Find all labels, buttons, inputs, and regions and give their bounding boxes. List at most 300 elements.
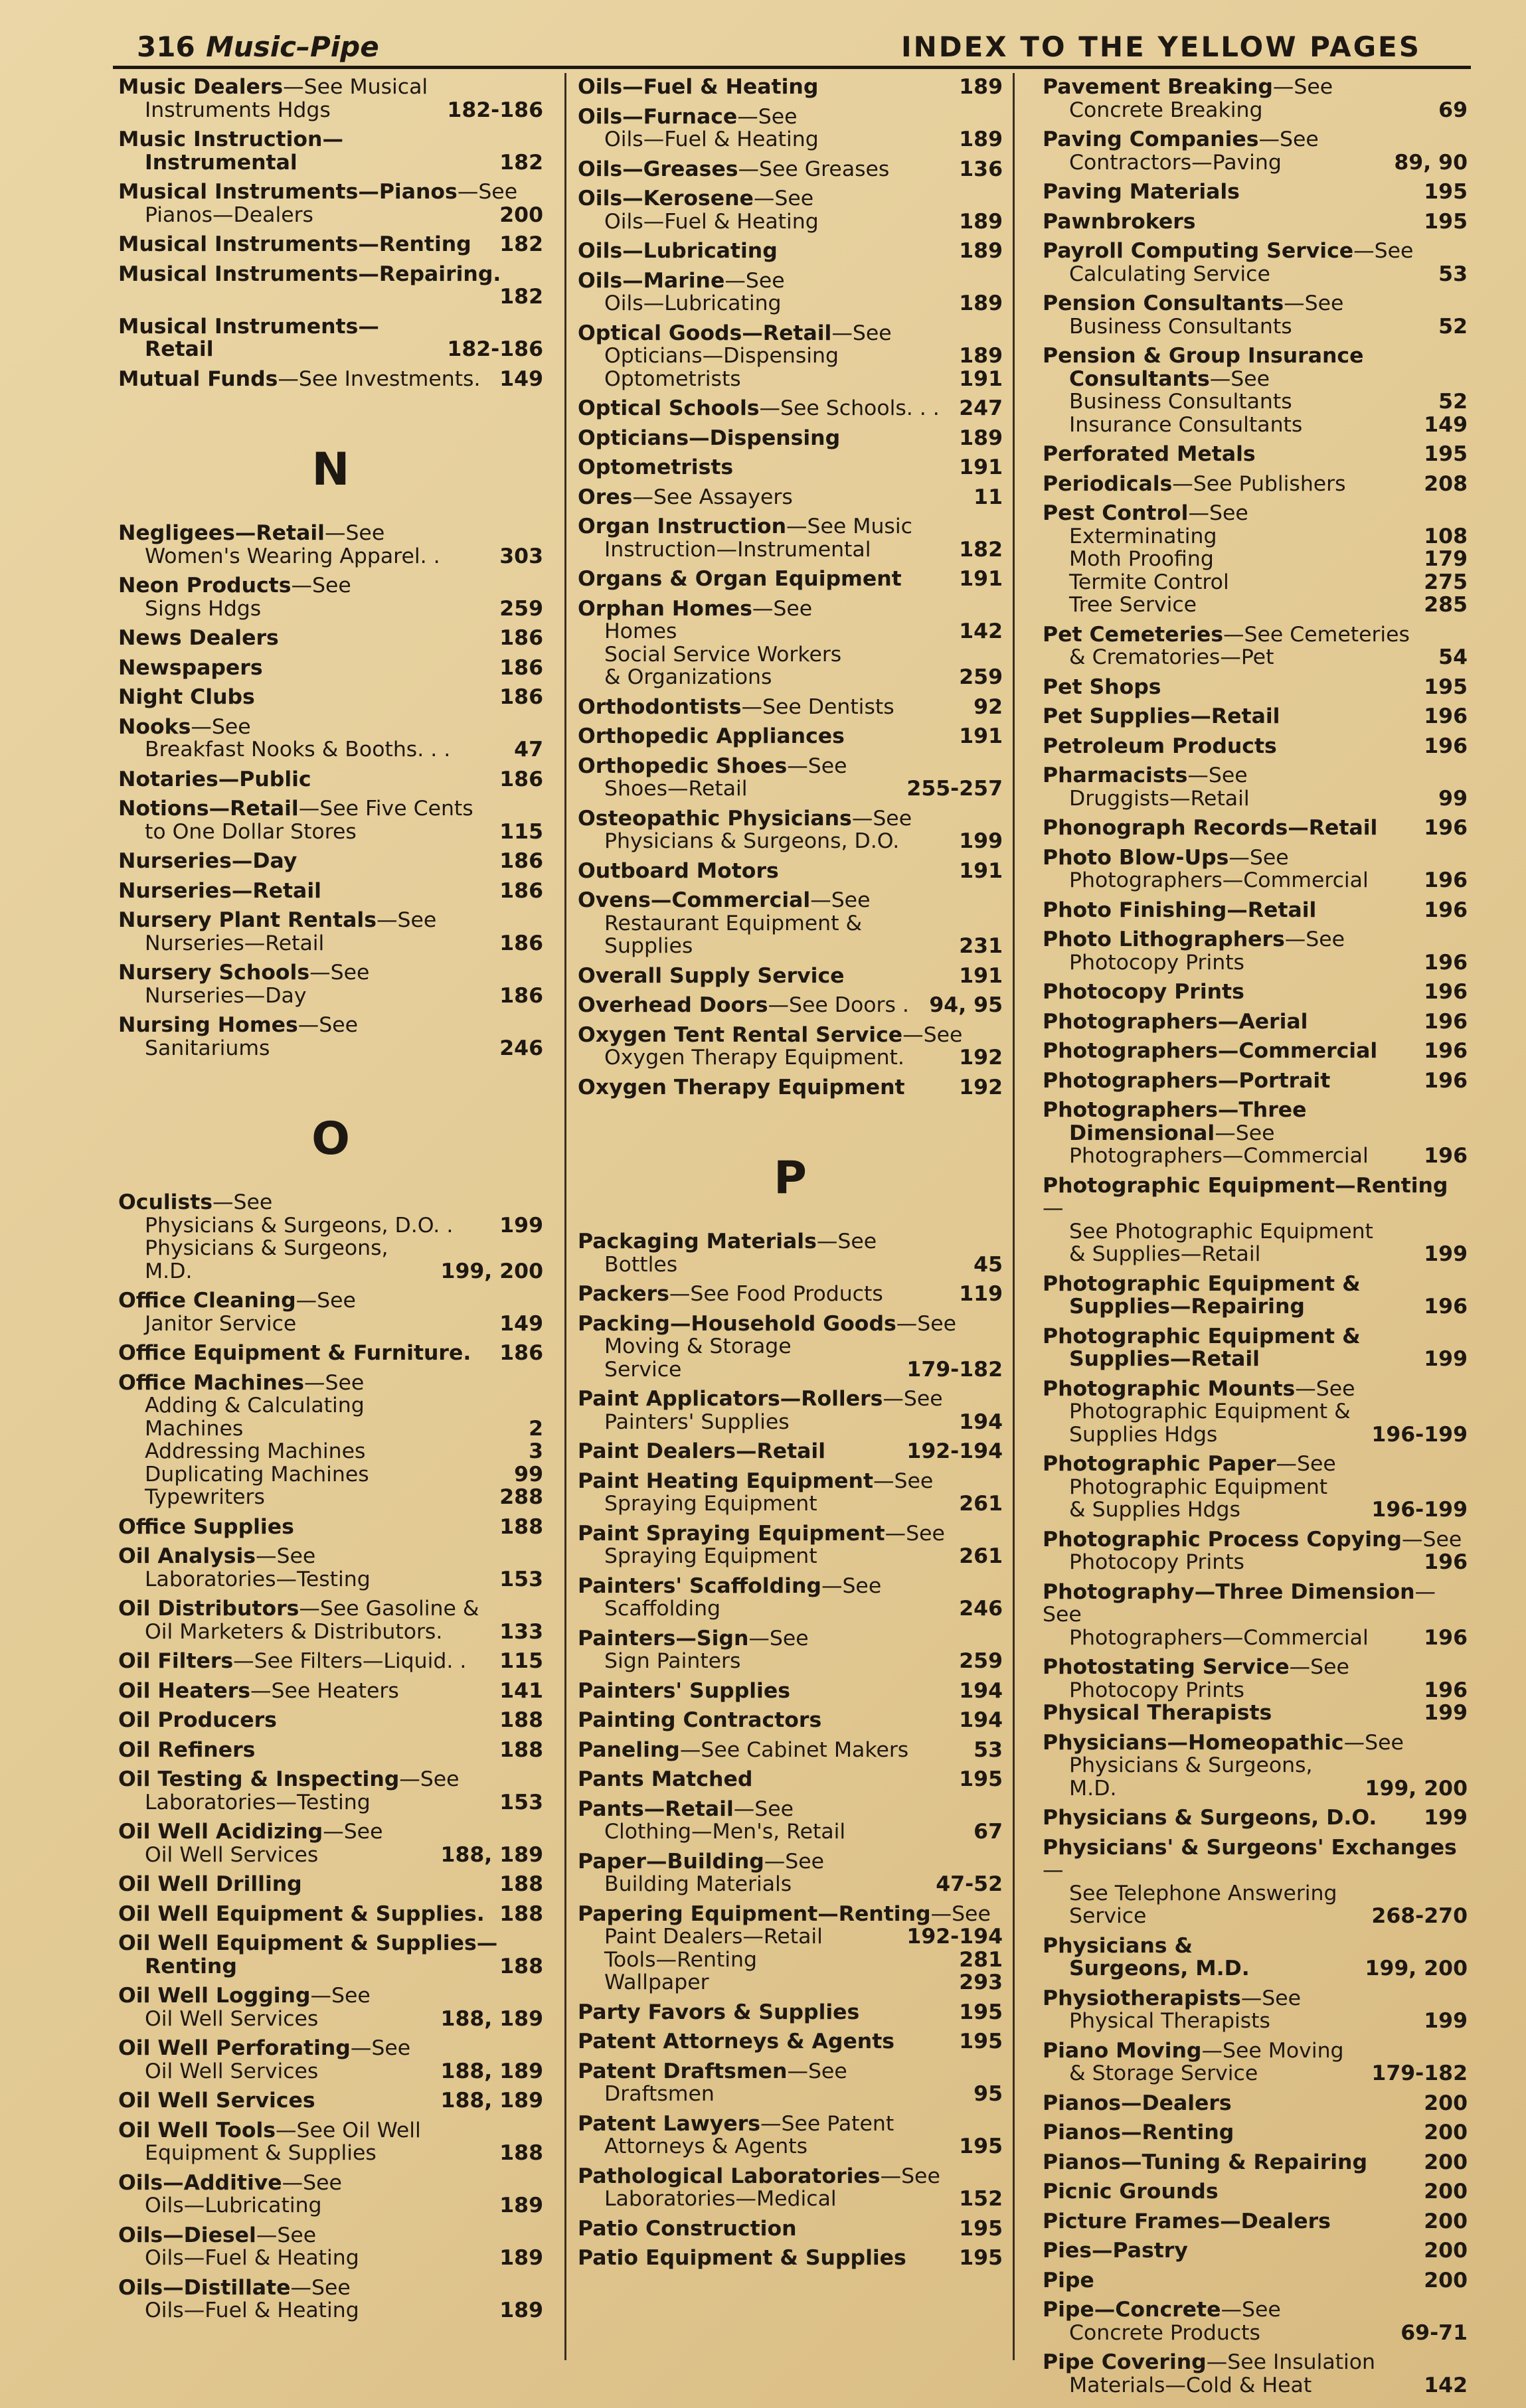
- entry-heading-line: [578, 2060, 1003, 2083]
- entry-heading-line: [578, 1470, 1003, 1493]
- see-also-line: [1043, 414, 1468, 437]
- entry-page-number: 186: [499, 685, 543, 709]
- entry-page-number: 189: [959, 344, 1003, 368]
- entry-reference: —See: [1209, 366, 1270, 391]
- index-entry: [578, 1739, 1003, 1762]
- entry-heading-line: [118, 368, 543, 391]
- entry-reference: —See: [810, 888, 871, 912]
- entry-heading-line: [118, 233, 543, 256]
- index-entry: [578, 240, 1003, 263]
- see-also-text: & Crematories—Pet: [1069, 645, 1274, 669]
- index-entry: [118, 2224, 543, 2270]
- entry-heading-line: [1043, 1099, 1468, 1122]
- entry-heading-line: [118, 909, 543, 932]
- entry-heading: Oil Well Logging: [118, 1984, 311, 2008]
- see-also-line: [118, 821, 543, 844]
- entry-heading: Pipe—Concrete: [1043, 2298, 1221, 2322]
- see-also-line: [118, 1568, 543, 1591]
- see-also-text: Oils—Fuel & Heating: [145, 2298, 359, 2322]
- entry-heading: Orphan Homes: [578, 596, 752, 621]
- index-entry: [578, 106, 1003, 151]
- index-entry: [578, 427, 1003, 450]
- entry-page-number: 200: [499, 202, 543, 227]
- entry-heading: News Dealers: [118, 626, 279, 650]
- entry-heading: Oil Well Perforating: [118, 2036, 351, 2060]
- index-entry: [1043, 817, 1468, 840]
- entry-reference: —See: [816, 1230, 877, 1253]
- entry-page-number: 200: [1424, 2180, 1468, 2204]
- entry-heading: Packaging Materials: [578, 1230, 817, 1253]
- see-also-line: [578, 292, 1003, 315]
- index-entry: [1043, 345, 1468, 436]
- entry-heading-line: [118, 686, 543, 709]
- entry-heading-line: [578, 397, 1003, 420]
- see-also-line: [1043, 1423, 1468, 1447]
- entry-heading-line: [118, 1903, 543, 1926]
- entry-heading-line: [578, 1739, 1003, 1762]
- entry-heading: Pianos—Dealers: [1043, 2091, 1232, 2115]
- entry-heading: Orthodontists: [578, 694, 742, 719]
- index-entry: [578, 807, 1003, 853]
- entry-heading-line: [578, 696, 1003, 719]
- entry-reference: —See Music: [786, 515, 912, 538]
- see-also-text: Restaurant Equipment &: [604, 911, 863, 935]
- see-also-line: [118, 2247, 543, 2270]
- see-also-line: [1043, 787, 1468, 811]
- entry-reference: —See Musical: [283, 75, 428, 99]
- index-entry: [578, 397, 1003, 420]
- entry-heading-line: [118, 2037, 543, 2060]
- entry-heading-line: [1043, 899, 1468, 922]
- index-entry: [1043, 2239, 1468, 2263]
- entry-page-number: 188: [499, 2141, 543, 2165]
- entry-heading-line: [578, 860, 1003, 883]
- entry-heading: Nursery Schools: [118, 961, 310, 985]
- see-also-line: [118, 2194, 543, 2217]
- see-also-text: to One Dollar Stores: [145, 819, 357, 844]
- entry-heading: Patent Lawyers: [578, 2111, 760, 2136]
- entry-heading-line: [578, 1850, 1003, 1874]
- entry-heading-continued: Dimensional: [1069, 1121, 1215, 1145]
- entry-page-number: 108: [1424, 524, 1468, 548]
- see-also-line: [118, 1417, 543, 1441]
- entry-heading-line: [578, 568, 1003, 591]
- entry-heading: Physical Therapists: [1043, 1701, 1272, 1725]
- index-entry: [578, 456, 1003, 479]
- entry-heading: Photographic Equipment &: [1043, 1324, 1361, 1348]
- index-entry: [578, 2030, 1003, 2053]
- entry-reference: —See: [1187, 763, 1248, 787]
- entry-page-number: 153: [499, 1567, 543, 1591]
- entry-page-number: 196: [1424, 950, 1468, 975]
- index-entry: [118, 1191, 543, 1283]
- index-entry: [1043, 2040, 1468, 2085]
- index-entry: [118, 850, 543, 873]
- entry-heading-continued: Supplies—Retail: [1069, 1347, 1260, 1371]
- index-entry: [118, 2037, 543, 2083]
- index-entry: [1043, 1656, 1468, 1702]
- entry-reference: —See: [880, 2164, 940, 2188]
- entry-reference: —See: [310, 1984, 371, 2008]
- index-entry: [578, 1522, 1003, 1568]
- see-also-text: Contractors—Paving: [1069, 150, 1282, 175]
- entry-page-number: 196: [1424, 734, 1468, 758]
- entry-page-number: 2: [529, 1416, 543, 1441]
- entry-page-number: 149: [499, 366, 543, 391]
- index-entry: [118, 263, 543, 309]
- see-also-text: Photocopy Prints: [1069, 1550, 1244, 1574]
- entry-heading: Piano Moving: [1043, 2038, 1202, 2063]
- entry-heading-line: [118, 850, 543, 873]
- entry-heading-line: [578, 1313, 1003, 1336]
- see-also-line: [578, 210, 1003, 234]
- index-entry: [578, 889, 1003, 958]
- index-entry: [1043, 240, 1468, 285]
- entry-page-number: 188: [499, 1514, 543, 1539]
- index-entry: [118, 233, 543, 256]
- index-entry: [578, 696, 1003, 719]
- entry-heading: Photostating Service: [1043, 1655, 1290, 1679]
- index-entry: [1043, 1806, 1468, 1830]
- entry-page-number: 208: [1424, 471, 1468, 496]
- entry-reference: —See Greases: [738, 157, 890, 181]
- entry-heading: Notions—Retail: [118, 797, 299, 821]
- see-also-text: Laboratories—Medical: [604, 2187, 837, 2211]
- index-entry: [118, 1289, 543, 1335]
- see-also-text: Materials—Cold & Heat: [1069, 2373, 1312, 2397]
- entry-page-number: 199: [1424, 1242, 1468, 1266]
- entry-reference: —See: [1353, 239, 1414, 263]
- see-also-line: [578, 1046, 1003, 1070]
- entry-page-number: 192: [959, 1046, 1003, 1070]
- see-also-text: Laboratories—Testing: [145, 1790, 371, 1814]
- entry-reference: —See Filters—Liquid. .: [233, 1649, 467, 1673]
- see-also-line: [578, 368, 1003, 391]
- entry-page-number: 247: [959, 396, 1003, 420]
- entry-heading: Organ Instruction: [578, 515, 787, 538]
- see-also-line: [578, 1820, 1003, 1844]
- entry-page-number: 231: [959, 934, 1003, 958]
- entry-page-number: 196: [1424, 1068, 1468, 1093]
- entry-page-number: 275: [1424, 570, 1468, 594]
- index-entry: [118, 1372, 543, 1509]
- entry-page-number: 200: [1424, 2091, 1468, 2115]
- see-also-text: Concrete Products: [1069, 2320, 1260, 2345]
- entry-page-number: 195: [959, 1767, 1003, 1791]
- index-entry: [118, 627, 543, 650]
- entry-heading: Pianos—Tuning & Repairing: [1043, 2150, 1368, 2174]
- entry-heading: Patent Draftsmen: [578, 2059, 788, 2083]
- see-also-text: Photographers—Commercial: [1069, 1144, 1369, 1168]
- entry-heading: Pathological Laboratories: [578, 2164, 881, 2188]
- see-also-line: [1043, 869, 1468, 892]
- index-entry: [1043, 2269, 1468, 2292]
- entry-page-number: 288: [499, 1485, 543, 1509]
- entry-heading-line: [1043, 210, 1468, 234]
- entry-page-number: 246: [499, 1036, 543, 1060]
- entry-reference: —See: [1284, 927, 1345, 951]
- entry-heading-line: [578, 1680, 1003, 1703]
- index-entry: [118, 797, 543, 843]
- index-entry: [118, 909, 543, 955]
- entry-page-number: 189: [959, 239, 1003, 263]
- see-also-text: Pianos—Dealers: [145, 202, 313, 227]
- see-also-text: M.D.: [145, 1259, 193, 1283]
- section-letter: O: [311, 1113, 350, 1165]
- entry-heading-line: [118, 1516, 543, 1539]
- entry-page-number: 67: [974, 1820, 1003, 1844]
- entry-heading: Oil Well Acidizing: [118, 1820, 323, 1844]
- entry-heading: Ovens—Commercial: [578, 888, 811, 912]
- index-entry: [578, 76, 1003, 99]
- entry-page-number: 54: [1438, 645, 1468, 669]
- see-also-line: [578, 1358, 1003, 1382]
- entry-heading-line: [578, 755, 1003, 778]
- entry-heading: Painters—Sign: [578, 1626, 749, 1650]
- entry-page-number: 191: [959, 455, 1003, 479]
- entry-page-number: 186: [499, 878, 543, 903]
- entry-page-number: 188: [499, 1737, 543, 1762]
- see-also-text: Sanitariums: [145, 1036, 270, 1060]
- entry-heading: Office Equipment & Furniture.: [118, 1341, 471, 1365]
- see-also-line: [578, 1949, 1003, 1972]
- entry-heading-line: [578, 76, 1003, 99]
- entry-heading-line: [118, 1680, 543, 1703]
- entry-page-number: 188, 189: [440, 1842, 543, 1867]
- entry-heading: Pet Cemeteries: [1043, 622, 1224, 647]
- entry-reference: —See Food Products: [669, 1282, 883, 1306]
- entry-heading-line: [578, 1798, 1003, 1821]
- see-also-text: Paint Dealers—Retail: [604, 1925, 823, 1949]
- entry-heading: Perforated Metals: [1043, 442, 1256, 466]
- entry-page-number: 196: [1424, 868, 1468, 892]
- see-also-text: Oils—Fuel & Heating: [145, 2246, 359, 2270]
- entry-heading-line: [118, 768, 543, 791]
- entry-heading: Oils—Furnace: [578, 104, 738, 129]
- entry-page-number: 196: [1424, 704, 1468, 728]
- entry-heading-line: [578, 1522, 1003, 1546]
- index-entry: [118, 1873, 543, 1896]
- index-entry: [1043, 502, 1468, 617]
- entry-heading: Pants—Retail: [578, 1797, 734, 1821]
- page-range-guide: Music–Pipe: [206, 31, 379, 63]
- see-also-text: Instruments Hdgs: [145, 98, 331, 122]
- index-entry: [1043, 2180, 1468, 2204]
- entry-heading: Paneling: [578, 1737, 680, 1762]
- see-also-text: Women's Wearing Apparel. .: [145, 544, 440, 568]
- see-also-text: Attorneys & Agents: [604, 2134, 808, 2158]
- entry-page-number: 179-182: [1371, 2061, 1468, 2085]
- entry-heading: Oil Well Drilling: [118, 1872, 302, 1896]
- entry-heading: Oils—Additive: [118, 2170, 282, 2195]
- entry-heading: Opticians—Dispensing: [578, 426, 841, 450]
- entry-heading-line: [1043, 502, 1468, 525]
- entry-reference: —See: [821, 1573, 882, 1598]
- entry-heading: Night Clubs: [118, 685, 255, 709]
- entry-heading-line: [1043, 1581, 1468, 1627]
- entry-heading-line: [1043, 240, 1468, 263]
- entry-reference: —See: [883, 1387, 943, 1411]
- see-also-line: [1043, 1777, 1468, 1801]
- entry-reference: —See: [1272, 75, 1333, 99]
- entry-heading: Packers: [578, 1282, 669, 1306]
- entry-reference: —See: [1284, 291, 1344, 315]
- see-also-line: [578, 1411, 1003, 1434]
- see-also-line: [578, 345, 1003, 368]
- entry-heading: Picnic Grounds: [1043, 2180, 1219, 2204]
- entry-heading: Oil Heaters: [118, 1678, 251, 1703]
- index-entry: [1043, 928, 1468, 974]
- entry-heading-line: [578, 1076, 1003, 1099]
- entry-heading: Oil Well Equipment & Supplies—: [118, 1931, 498, 1955]
- entry-heading: Musical Instruments—Repairing.: [118, 262, 501, 286]
- entry-heading: Photo Lithographers: [1043, 927, 1285, 951]
- index-entry: [1043, 210, 1468, 234]
- entry-page-number: 189: [499, 2246, 543, 2270]
- entry-heading-line: [1043, 1987, 1468, 2010]
- entry-heading: Petroleum Products: [1043, 734, 1277, 758]
- entry-heading: Oils—Diesel: [118, 2223, 256, 2247]
- see-also-text: See Telephone Answering: [1069, 1881, 1337, 1905]
- entry-heading: Physiotherapists: [1043, 1986, 1241, 2010]
- entry-page-number: 196: [1424, 1678, 1468, 1702]
- index-entry: [578, 1440, 1003, 1463]
- entry-heading: Negligees—Retail: [118, 521, 325, 545]
- see-also-line: [578, 830, 1003, 853]
- entry-page-number: 186: [499, 767, 543, 791]
- see-also-text: Draftsmen: [604, 2082, 715, 2106]
- see-also-line: [1043, 1905, 1468, 1928]
- see-also-line: [578, 1545, 1003, 1568]
- entry-heading: Photographic Process Copying: [1043, 1527, 1402, 1552]
- entry-heading-line: [1043, 705, 1468, 728]
- entry-page-number: 194: [959, 1678, 1003, 1703]
- see-also-text: Oils—Fuel & Heating: [604, 209, 819, 234]
- entry-heading: Music Dealers: [118, 75, 284, 99]
- index-column-3: [1043, 69, 1468, 2397]
- entry-heading-line: [118, 1289, 543, 1313]
- entry-heading-line: [1043, 1836, 1468, 1882]
- see-also-line: [1043, 548, 1468, 571]
- entry-heading: Pharmacists: [1043, 763, 1188, 787]
- entry-page-number: 192-194: [906, 1439, 1003, 1463]
- see-also-text: Spraying Equipment: [604, 1544, 817, 1568]
- index-entry: [118, 1014, 543, 1060]
- index-entry: [578, 1230, 1003, 1276]
- see-also-line: [578, 1971, 1003, 1994]
- entry-reference: —See: [748, 1626, 809, 1650]
- entry-heading-line: [1043, 1731, 1468, 1755]
- entry-heading: Osteopathic Physicians: [578, 806, 852, 831]
- entry-heading-continued: Consultants: [1069, 366, 1210, 391]
- entry-page-number: 141: [499, 1678, 543, 1703]
- index-entry: [578, 1798, 1003, 1844]
- entry-heading-line: [578, 322, 1003, 345]
- index-entry: [1043, 76, 1468, 121]
- entry-page-number: 52: [1438, 390, 1468, 414]
- entry-heading-line: [578, 2030, 1003, 2053]
- entry-heading-line: [118, 574, 543, 598]
- entry-heading: Newspapers: [118, 655, 263, 680]
- entry-reference: —See: [1258, 127, 1319, 151]
- see-also-text: See Photographic Equipment: [1069, 1219, 1373, 1244]
- entry-heading-line: [118, 1650, 543, 1673]
- entry-heading: Oils—Fuel & Heating: [578, 75, 819, 99]
- entry-reference: —See: [930, 1901, 991, 1926]
- entry-heading-line: [118, 263, 543, 309]
- entry-heading-line: [578, 1230, 1003, 1253]
- entry-page-number: 192-194: [906, 1925, 1003, 1949]
- index-entry: [578, 860, 1003, 883]
- entry-heading: Overall Supply Service: [578, 963, 845, 988]
- see-also-text: Physicians & Surgeons,: [1069, 1753, 1313, 1777]
- entry-page-number: 94, 95: [929, 993, 1003, 1017]
- index-entry: [1043, 292, 1468, 338]
- see-also-line: [578, 2188, 1003, 2211]
- index-entry: [1043, 2092, 1468, 2115]
- entry-reference: —See Schools. . .: [759, 396, 940, 420]
- see-also-text: Painters' Supplies: [604, 1409, 790, 1434]
- entry-page-number: 191: [959, 858, 1003, 883]
- entry-reference: —See Heaters: [250, 1678, 399, 1703]
- see-also-line: [1043, 1476, 1468, 1499]
- entry-reference: —See: [282, 2170, 342, 2195]
- entry-page-number: 261: [959, 1492, 1003, 1516]
- index-entry: [1043, 443, 1468, 466]
- see-also-text: Supplies Hdgs: [1069, 1422, 1218, 1447]
- see-also-text: Druggists—Retail: [1069, 786, 1250, 811]
- index-entry: [578, 1850, 1003, 1896]
- see-also-text: Signs Hdgs: [145, 596, 262, 621]
- entry-heading-line: [1043, 1935, 1468, 1958]
- index-entry: [578, 1283, 1003, 1306]
- entry-heading: Photographic Equipment—Renting: [1043, 1173, 1448, 1198]
- entry-reference: —See Cemeteries: [1223, 622, 1410, 647]
- see-also-text: Instruction—Instrumental: [604, 537, 871, 562]
- entry-heading: Nooks: [118, 714, 191, 739]
- entry-heading-line: [578, 2113, 1003, 2136]
- see-also-text: & Organizations: [604, 665, 772, 689]
- entry-heading: Paper—Building: [578, 1849, 764, 1874]
- see-also-line: [578, 1650, 1003, 1673]
- entry-heading: Physicians & Surgeons, D.O.: [1043, 1806, 1377, 1830]
- see-also-text: Oils—Lubricating: [604, 291, 782, 315]
- entry-heading-line: [1043, 981, 1468, 1004]
- entry-reference: —See: [764, 1849, 825, 1874]
- entry-heading-line: [1043, 2092, 1468, 2115]
- entry-heading-line: [1043, 443, 1468, 466]
- entry-page-number: 199: [959, 829, 1003, 853]
- see-also-text: Spraying Equipment: [604, 1492, 817, 1516]
- see-also-text: Scaffolding: [604, 1597, 721, 1621]
- entry-page-number: 285: [1424, 593, 1468, 617]
- column-divider-1: [564, 73, 566, 2360]
- entry-page-number: 195: [1424, 442, 1468, 466]
- index-entry: [1043, 1273, 1468, 1319]
- entry-heading: Pies—Pastry: [1043, 2239, 1188, 2263]
- entry-heading: Paint Applicators—Rollers: [578, 1387, 883, 1411]
- see-also-line: [1043, 99, 1468, 122]
- entry-heading: Patent Attorneys & Agents: [578, 2030, 895, 2053]
- entry-heading-line: [118, 1372, 543, 1395]
- entry-heading-line: [1043, 2269, 1468, 2292]
- see-also-line: [1043, 1679, 1468, 1702]
- entry-page-number: 188, 189: [440, 2059, 543, 2083]
- see-also-text: & Storage Service: [1069, 2061, 1258, 2085]
- entry-heading: Office Cleaning: [118, 1289, 296, 1313]
- see-also-text: Social Service Workers: [604, 642, 842, 667]
- index-entry: [118, 522, 543, 568]
